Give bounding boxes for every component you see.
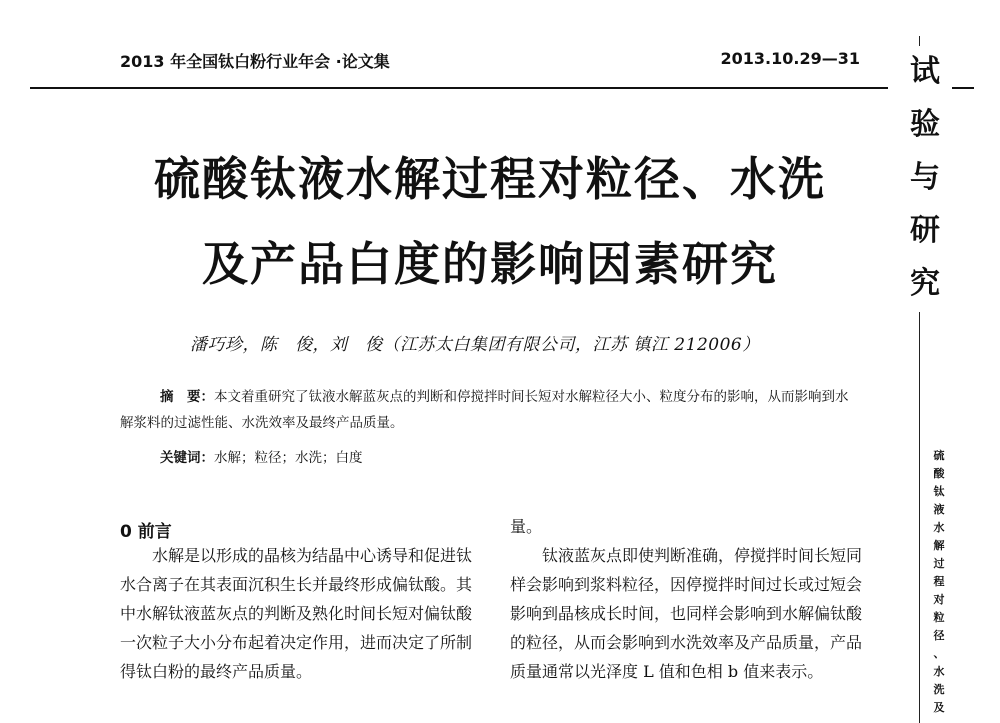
sidebar-running-title-char: 对 bbox=[933, 593, 945, 606]
sidebar-running-title-char: 粒 bbox=[933, 611, 945, 624]
sidebar-category bbox=[895, 45, 955, 310]
header-rule bbox=[30, 87, 888, 89]
right-column bbox=[510, 512, 865, 686]
sidebar-running-title-char: 水 bbox=[933, 521, 945, 534]
header-rule-right bbox=[952, 87, 974, 89]
sidebar-running-title-char: 解 bbox=[933, 539, 945, 552]
sidebar-running-title-char: 钛 bbox=[933, 485, 945, 498]
authors: 潘巧珍，陈 俊，刘 俊（江苏太白集团有限公司，江苏 镇江 212006） bbox=[190, 335, 760, 355]
section-heading: 0 前言 bbox=[120, 522, 172, 542]
sidebar-running-title-char: 过 bbox=[933, 557, 945, 570]
sidebar-running-title-char: 程 bbox=[933, 575, 945, 588]
sidebar-running-title bbox=[930, 447, 948, 717]
sidebar-category-char: 验 bbox=[910, 107, 940, 142]
sidebar-running-title-char: 硫 bbox=[933, 449, 945, 462]
sidebar-category-char: 研 bbox=[910, 213, 940, 248]
sidebar-category-char: 试 bbox=[910, 54, 940, 89]
left-paragraph: 水解是以形成的晶核为结晶中心诱导和促进钛水合离子在其表面沉积生长并最终形成偏钛酸。其中水解钛液蓝灰点的判断及熟化时间长短对偏钛酸一次粒子大小分布起着决定作用，进而决定了所制得钛白粉的最终产品质量。 bbox=[120, 546, 473, 681]
sidebar-rule bbox=[919, 312, 920, 723]
header-conference: 2013 年全国钛白粉行业年会 ·论文集 bbox=[120, 52, 390, 71]
title-line-1: 硫酸钛液水解过程对粒径、水洗 bbox=[154, 152, 826, 206]
sidebar-running-title-char: 酸 bbox=[933, 467, 945, 480]
abstract-text: 本文着重研究了钛液水解蓝灰点的判断和停搅拌时间长短对水解粒径大小、粒度分布的影响，从而影响到水解浆料的过滤性能、水洗效率及最终产品质量。 bbox=[120, 389, 849, 431]
abstract-label: 摘 要： bbox=[160, 389, 214, 405]
sidebar-running-title-char: 及 bbox=[933, 701, 945, 714]
right-paragraph: 钛液蓝灰点即使判断准确，停搅拌时间长短同样会影响到浆料粒径，因停搅拌时间过长或过短会影响到晶核成长时间，也同样会影响到水解偏钛酸的粒径，从而会影响到水洗效率及产品质量，产品质量通常以光泽度 L 值和色相 b 值来表示。 bbox=[510, 546, 863, 681]
keywords-text: 水解；粒径；水洗；白度 bbox=[214, 450, 363, 466]
header-date: 2013.10.29—31 bbox=[720, 49, 860, 68]
sidebar-category-char: 与 bbox=[910, 160, 940, 195]
title-line-2: 及产品白度的影响因素研究 bbox=[202, 237, 778, 291]
sidebar-category-char: 究 bbox=[910, 266, 940, 301]
sidebar-running-title-char: 、 bbox=[933, 647, 945, 660]
sidebar-running-title-char: 径 bbox=[933, 629, 945, 642]
sidebar-category-text bbox=[895, 45, 955, 310]
right-tail: 量。 bbox=[510, 517, 543, 536]
sidebar-running-title-char: 洗 bbox=[933, 683, 945, 696]
sidebar-running-title-char: 液 bbox=[933, 503, 945, 516]
keywords bbox=[160, 446, 363, 466]
abstract bbox=[120, 384, 855, 436]
sidebar-running-title-char: 水 bbox=[933, 665, 945, 678]
keywords-label: 关键词： bbox=[160, 450, 214, 466]
left-column bbox=[120, 541, 475, 686]
